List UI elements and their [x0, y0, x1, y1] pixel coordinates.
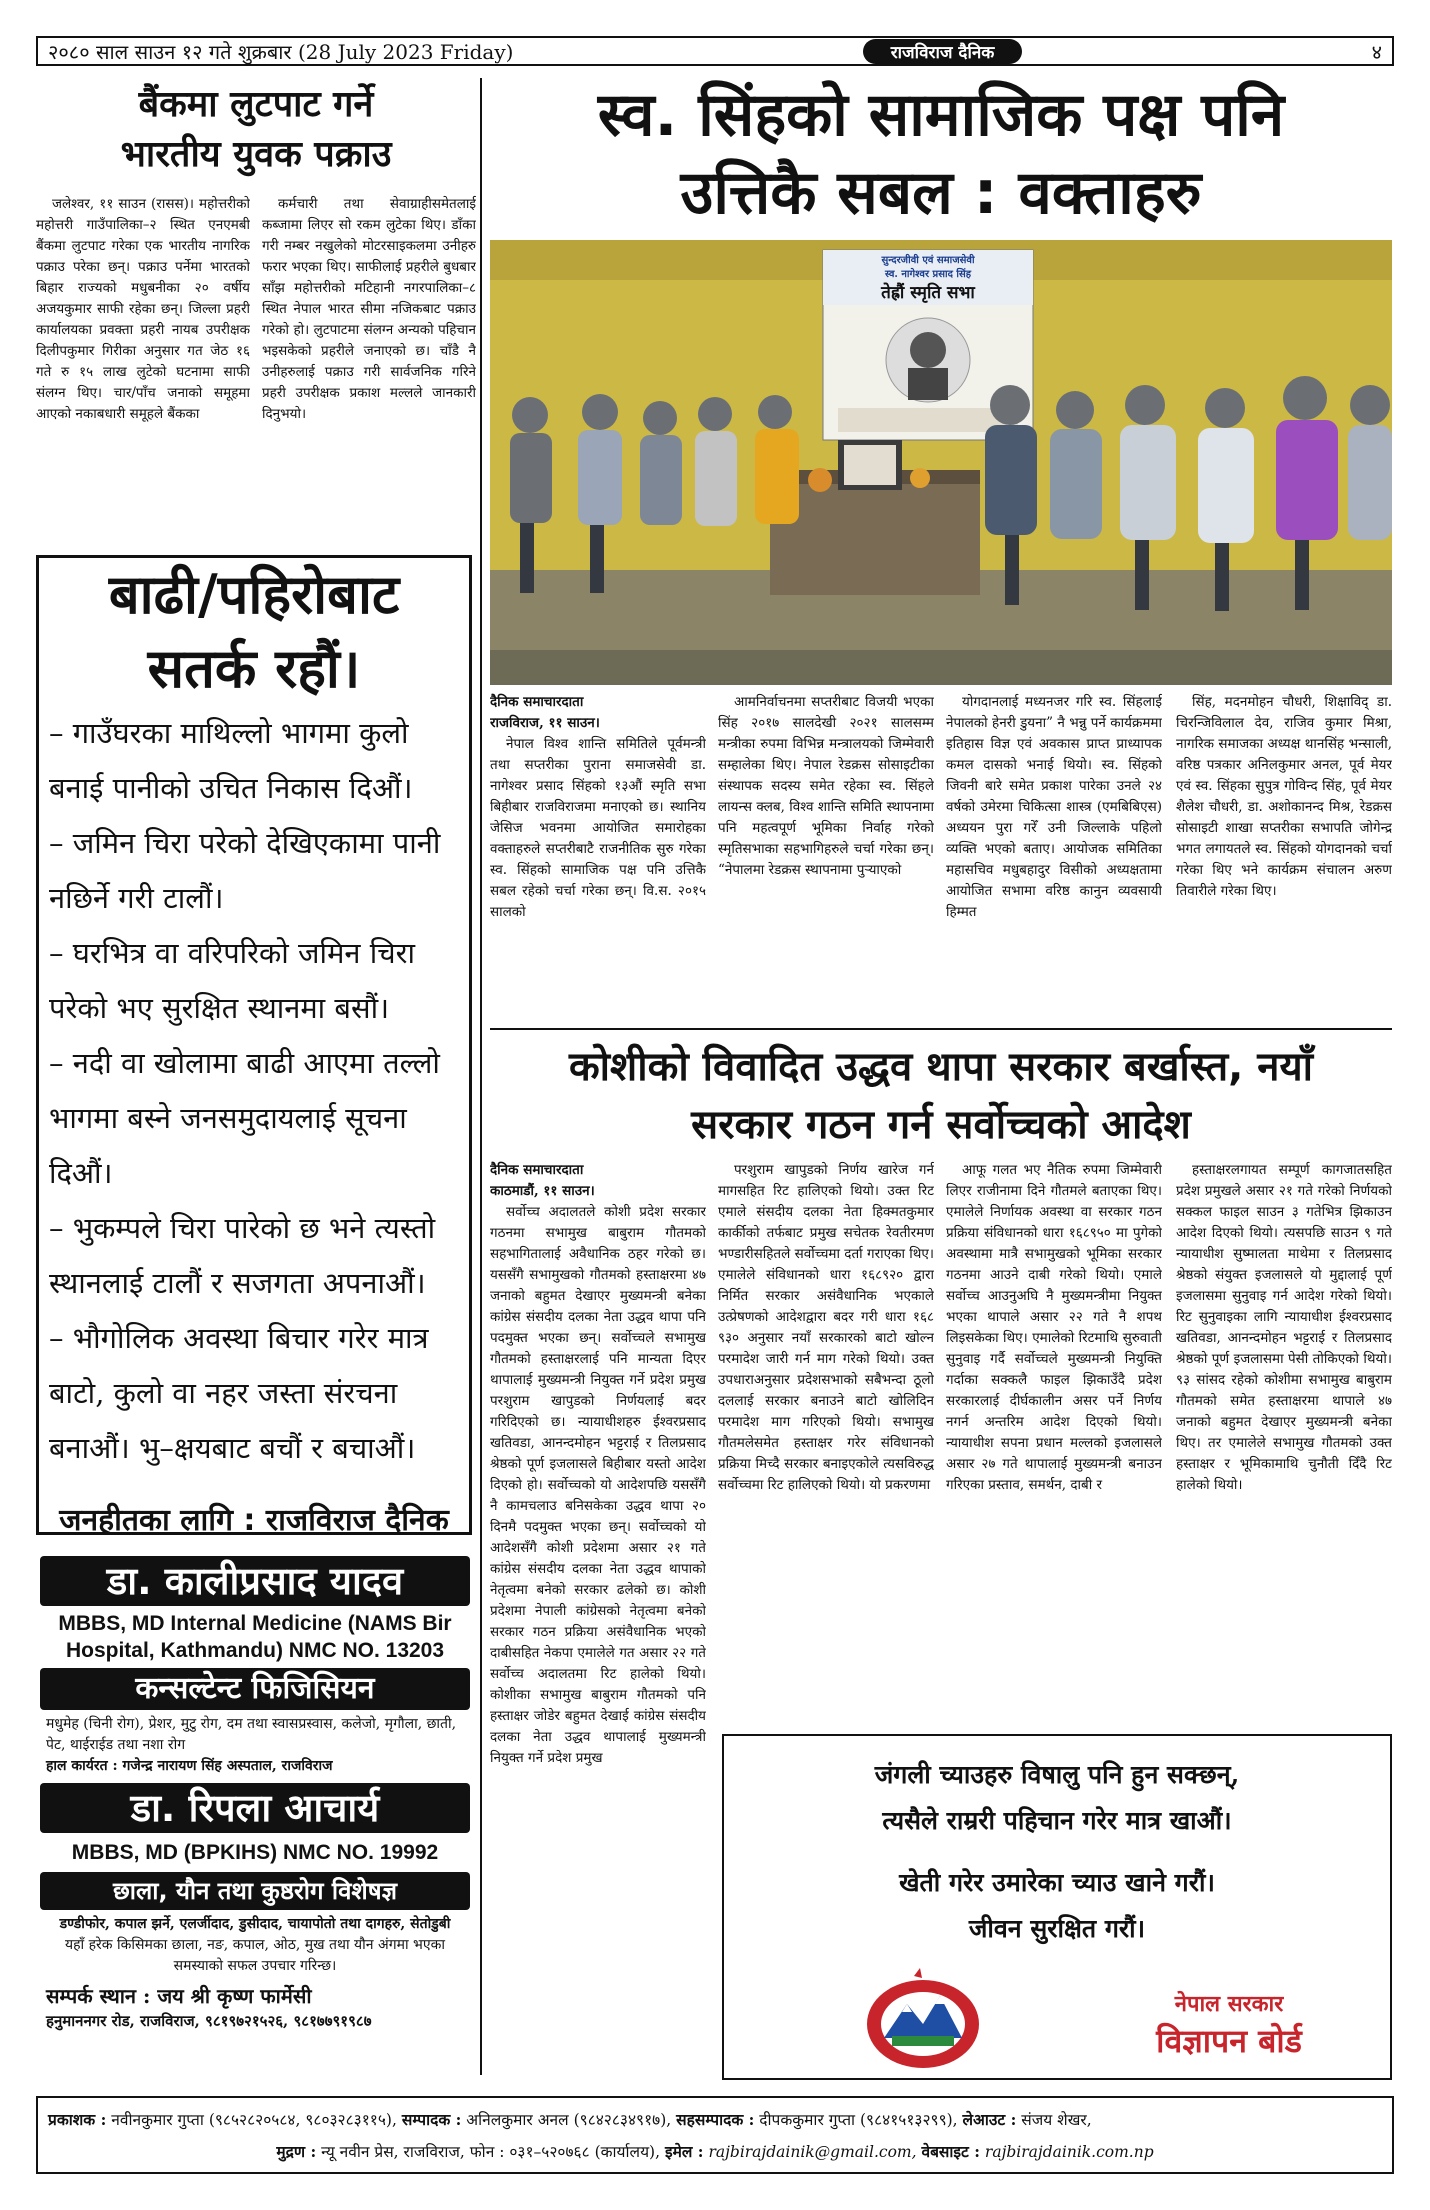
flood-item: – नदी वा खोलामा बाढी आएमा तल्लो भागमा बस्ने जनसमुदायलाई सूचना दिऔं।	[49, 1046, 440, 1190]
story3-byline: दैनिक समाचारदाता	[490, 1162, 584, 1178]
story2-col3-text: योगदानलाई मध्यनजर गरि स्व. सिंहलाई नेपालको हेनरी डुयना” नै भन्नु पर्ने कार्यक्रममा इतिहास विज्ञ एवं अवकास प्राप्त प्राध्यापक कमल दासको भनाई थियो। स्व. सिंहको जिवनी बारे समेत प्रकाश पारेका उनले २४ वर्षको उमेरमा चिकित्सा शास्त्र (एमबिबिएस) अध्ययन पुरा गरेँ उनी जिल्लाके पहिलो व्यक्ति भएको बताए। आयोजक समितिका महासचिव मधुबहादुर विसीको अध्यक्षतामा आयोजित सभामा वरिष्ठ कानुन व्यवसायी हिम्मत	[946, 694, 1162, 920]
notice-line3: खेती गरेर उमारेका च्याउ खाने गरौं।	[899, 1868, 1215, 1897]
doctor1-title: कन्सल्टेन्ट फिजिसियन	[40, 1668, 470, 1710]
imprint-line2	[48, 2136, 1382, 2168]
flood-item: – गाउँघरका माथिल्लो भागमा कुलो बनाई पानीको उचित निकास दिऔं।	[49, 716, 413, 805]
notice-line2: त्यसैले राम्ररी पहिचान गरेर मात्र खाऔं।	[882, 1806, 1232, 1835]
story3-dateline: काठमाडौं, ११ साउन।	[490, 1183, 595, 1199]
banner-line3: तेह्रौं स्मृति सभा	[881, 283, 975, 303]
printer: न्यू नवीन प्रेस, राजविराज, फोन : ०३१–५२०७६८ (कार्यालय),	[321, 2143, 661, 2161]
story2-headline-line1: स्व. सिंहको सामाजिक पक्ष पनि	[597, 80, 1285, 150]
print-label: मुद्रण :	[276, 2142, 317, 2161]
doctor1-current: हाल कार्यरत : गजेन्द्र नारायण सिंह अस्पताल, राजविराज	[46, 1758, 333, 1774]
story2-col3	[946, 692, 1162, 1022]
page-header	[36, 36, 1394, 66]
story-divider	[490, 1028, 1392, 1030]
contact-address: हनुमाननगर रोड, राजविराज, ९८१९७२१५२६, ९८१७७९१९८७	[46, 2012, 372, 2030]
flood-item: – भुकम्पले चिरा पारेको छ भने त्यस्तो स्थानलाई टालौं र सजगता अपनाऔं।	[49, 1211, 436, 1300]
memorial-banner	[823, 254, 1033, 304]
flood-item: – जमिन चिरा परेको देखिएकामा पानी नछिर्ने गरी टालौं।	[49, 826, 441, 915]
flood-item: – घरभित्र वा वरिपरिको जमिन चिरा परेको भए सुरक्षित स्थानमा बसौं।	[49, 936, 416, 1025]
nepal-emblem-icon	[862, 1968, 984, 2072]
editor: अनिलकुमार अनल (९८४२८३४९१७),	[466, 2111, 672, 2129]
coeditor: दीपककुमार गुप्ता (९८४१५१३२९९),	[759, 2111, 958, 2129]
flood-title-line2: सतर्क रहौं।	[147, 637, 361, 700]
story2-dateline: राजविराज, ११ साउन।	[490, 715, 600, 731]
story2-byline: दैनिक समाचारदाता	[490, 694, 584, 710]
story3-col4-text: हस्ताक्षरलगायत सम्पूर्ण कागजातसहित प्रदेश प्रमुखले असार २१ गते गरेको निर्णयको सक्कल फाइल साउन ३ गतेभित्र झिकाउन आदेश दिएको थियो। त्यसपछि साउन ९ गते न्यायाधीश सुष्मालता माथेमा र तिलप्रसाद श्रेष्ठको संयुक्त इजलासले यो मुद्दालाई पूर्ण इजलासमा सुनुवाइ गर्न आदेश गरेको थियो। रिट सुनुवाइका लागि न्यायाधीश ईश्वरप्रसाद खतिवडा, आनन्दमोहन भट्टराई र तिलप्रसाद श्रेष्ठको पूर्ण इजलासमा पेसी तोकिएको थियो। ९३ सांसद रहेको कोशीमा सभामुख बाबुराम गौतमको समेत हस्ताक्षरमा थापाले ४७ जनाको बहुमत देखाएर मुख्यमन्त्री बनेका थिए। तर एमालेले सभामुख गौतमको उक्त हस्ताक्षर र भूमिकामाथि चुनौती दिँदै रिट हालेको थियो।	[1176, 1162, 1392, 1493]
masthead: राजविराज दैनिक	[863, 39, 1023, 64]
coeditor-label: सहसम्पादक :	[676, 2110, 755, 2129]
doctor2-title: छाला, यौन तथा कुष्ठरोग विशेषज्ञ	[40, 1872, 470, 1910]
page-number: ४	[1371, 39, 1382, 64]
layout-credit: संजय शेखर,	[1021, 2111, 1092, 2129]
mushroom-notice	[722, 1734, 1392, 2080]
story3-col1-text: सर्वोच्च अदालतले कोशी प्रदेश सरकार गठनमा सभामुख बाबुराम गौतमको सहभागितालाई अवैधानिक ठहर गरेको छ। यससँगै सभामुखको गौतमको हस्ताक्षरमा ४७ जनाको बहुमत देखाएर मुख्यमन्त्री बनेका कांग्रेस संसदीय दलका नेता उद्धव थापा पनि पदमुक्त भएका छन्। सर्वोच्चले सभामुख गौतमको हस्ताक्षरलाई पनि मान्यता दिएर थापालाई मुख्यमन्त्री नियुक्त गर्ने प्रदेश प्रमुख परशुराम खापुडको निर्णयलाई बदर गरिदिएको छ। न्यायाधीशहरु ईश्वरप्रसाद खतिवडा, आनन्दमोहन भट्टराई र तिलप्रसाद श्रेष्ठको पूर्ण इजलासले बिहीबार यस्तो आदेश दिएको हो। सर्वोच्चको यो आदेशपछि यससँगै नै कामचलाउ बनिसकेका उद्धव थापा २० दिनमै पदमुक्त भएका छन्। सर्वोच्चको यो आदेशसँगै कोशी प्रदेशमा असार २१ गते कांग्रेस संसदीय दलका नेता उद्धव थापाको नेतृत्वमा बनेको सरकार ढलेको छ। कोशी प्रदेशमा नेपाली कांग्रेसको नेतृत्वमा बनेको सरकार गठन प्रक्रिया असंवैधानिक भएको दाबीसहित नेकपा एमालेले गत असार २२ गते सर्वोच्च अदालतमा रिट हालेको थियो। कोशीका सभामुख बाबुराम गौतमको पनि हस्ताक्षर जोडेर बहुमत देखाई कांग्रेस संसदीय दलका नेता उद्धव थापालाई मुख्यमन्त्री नियुक्त गर्ने प्रदेश प्रमुख	[490, 1204, 706, 1766]
story2-col1-text: नेपाल विश्व शान्ति समितिले पूर्वमन्त्री तथा सप्तरीका पुराना समाजसेवी डा. नागेश्वर प्रसाद सिंहको १३औं स्मृति सभा बिहीबार राजविराजमा मनाएको छ। स्थानिय जेसिज भवनमा आयोजित समारोहका वक्ताहरुले सप्तरीबाटै राजनीतिक सुरु गरेका स्व. सिंहको सामाजिक पक्ष पनि उत्तिकै सबल रहेको चर्चा गरेका छन्। वि.स. २०१५ सालको	[490, 736, 706, 920]
flood-list	[49, 706, 459, 1476]
story3-headline	[490, 1038, 1392, 1154]
story3-col3	[946, 1160, 1162, 1720]
website-label: वेबसाइट :	[921, 2142, 980, 2161]
editor-label: सम्पादक :	[401, 2110, 462, 2129]
doctor1-degree: MBBS, MD Internal Medicine (NAMS Bir Hospital, Kathmandu) NMC NO. 13203	[58, 1612, 452, 1662]
flood-item: – भौगोलिक अवस्था बिचार गरेर मात्र बाटो, कुलो वा नहर जस्ता संरचना बनाऔं। भु–क्षयबाट बचौं र बचाऔं।	[49, 1321, 429, 1465]
story3-col3-text: आफू गलत भए नैतिक रुपमा जिम्मेवारी लिएर राजीनामा दिने गौतमले बताएका थिए। एमालेले निर्णायक अवस्था वा सरकार गठन प्रक्रिया संविधानको धारा १६८९५० मा पुगेको अवस्थामा मात्रै सभामुखको भूमिका सरकार गठनमा आउने दाबी गरेको थियो। एमाले सर्वोच्च आउनुअघि नै मुख्यमन्त्रीमा नियुक्त भएका थापाले असार २२ गते नै शपथ लिइसकेका थिए। एमालेको रिटमाथि सुरुवाती सुनुवाइ गर्दै सर्वोच्चले मुख्यमन्त्री नियुक्ति गर्दाका सक्कलै फाइल झिकाउँदै प्रदेश सरकारलाई दीर्घकालीन असर पर्ने निर्णय नगर्न अन्तरिम आदेश दिएको थियो। न्यायाधीश सपना प्रधान मल्लको इजलासले असार २७ गते थापालाई मुख्यमन्त्री बनाउन गरिएका प्रस्ताव, समर्थन, दाबी र	[946, 1162, 1162, 1493]
flood-footer: जनहीतका लागि : राजविराज दैनिक	[59, 1503, 449, 1538]
story3-col2	[718, 1160, 934, 1720]
banner-line2: स्व. नागेश्वर प्रसाद सिंह	[884, 269, 972, 280]
column-rule	[480, 78, 482, 2075]
doctor2-services: डण्डीफोर, कपाल झर्ने, एलर्जीदाद, डुसीदाद, चायापोतो तथा दागहरु, सेतोडुबी	[59, 1916, 451, 1932]
story3-headline-line2: सरकार गठन गर्न सर्वोच्चको आदेश	[691, 1102, 1191, 1148]
memorial-photo	[490, 240, 1392, 685]
memorial-photo-illustration	[490, 240, 1392, 685]
story1-headline-line1: बैंकमा लुटपाट गर्ने	[138, 84, 374, 125]
date-english: (28 July 2023 Friday)	[297, 39, 514, 64]
story2-col2-text: आमनिर्वाचनमा सप्तरीबाट विजयी भएका सिंह २०१७ सालदेखी २०२१ सालसम्म मन्त्रीका रुपमा विभिन्न मन्त्रालयको जिम्मेवारी सम्हालेका थिए। नेपाल रेडक्रस सोसाइटीका संस्थापक सदस्य समेत रहेका स्व. सिंहले लायन्स क्लब, विश्व शान्ति समिति स्थापनामा पनि महत्वपूर्ण भूमिका निर्वाह गरेको स्मृतिसभाका सहभागिहरुले चर्चा गरेका छन्। “नेपालमा रेडक्रस स्थापनामा पुऱ्याएको	[718, 694, 934, 878]
date-nepali: २०८० साल साउन १२ गते शुक्रबार	[48, 39, 292, 64]
notice-line1: जंगली च्याउहरु विषालु पनि हुन सक्छन्,	[874, 1760, 1240, 1789]
sponsor-line1: नेपाल सरकार	[1174, 1992, 1284, 2017]
flood-title-line1: बाढी/पहिरोबाट	[108, 563, 400, 626]
publisher-label: प्रकाशक :	[48, 2110, 107, 2129]
doctor2-name: डा. रिपला आचार्य	[40, 1783, 470, 1833]
flood-awareness-box	[36, 555, 472, 1538]
website-link[interactable]: rajbirajdainik.com.np	[984, 2143, 1154, 2161]
notice-sponsor	[1104, 1990, 1354, 2062]
contact-place: सम्पर्क स्थान : जय श्री कृष्ण फार्मेसी	[46, 1984, 312, 2008]
story2-col4	[1176, 692, 1392, 1022]
banner-line1: सुन्दरजीवी एवं समाजसेवी	[881, 255, 975, 266]
notice-line4: जीवन सुरक्षित गरौं।	[968, 1914, 1146, 1943]
story1-col1-text: जलेश्वर, ११ साउन (रासस)। महोत्तरीको महोत्तरी गाउँपालिका–२ स्थित एनएमबी बैंकमा लुटपाट गरेका एक भारतीय नागरिक पक्राउ परेका छन्। पक्राउ पर्नेमा भारतको बिहार राज्यको मधुबनीका २० वर्षीय अजयकुमार साफी रहेका छन्। जिल्ला प्रहरी कार्यालयका प्रवक्ता प्रहरी नायब उपरीक्षक दिलीपकुमार गिरीका अनुसार गत जेठ १६ गते रु १५ लाख लुटेको घटनामा साफी संलग्न थिए। चार/पाँच जनाको समूहमा आएको नकाबधारी समूहले बैंकका	[36, 196, 250, 422]
story2-col1	[490, 692, 706, 1022]
story1-col1	[36, 194, 250, 544]
story1-col2	[262, 194, 476, 544]
story1-col2-text: कर्मचारी तथा सेवाग्राहीसमेतलाई कब्जामा लिएर सो रकम लुटेका थिए। डाँका गरी नम्बर नखुलेको मोटरसाइकलमा उनीहरु फरार भएका थिए। साफीलाई प्रहरीले बुधबार साँझ महोत्तरीको मटिहानी नगरपालिका–८ स्थित नेपाल भारत सीमा नजिकबाट पक्राउ गरेको हो। लुटपाटमा संलग्न अन्यको पहिचान भइसकेको प्रहरीले जनाएको छ। चाँडै नै उनीहरुलाई पक्राउ गरी सार्वजनिक गरिने प्रहरी उपरीक्षक प्रकाश मल्लले जानकारी दिनुभयो।	[262, 196, 476, 422]
story2-headline	[490, 76, 1392, 232]
doctor2-degree: MBBS, MD (BPKIHS) NMC NO. 19992	[71, 1841, 439, 1864]
imprint-line1	[48, 2104, 1382, 2136]
story2-col4-text: सिंह, मदनमोहन चौधरी, शिक्षाविद् डा. चिरन्जिविलाल देव, राजिव कुमार मिश्रा, नागरिक समाजका अध्यक्ष थानसिंह भन्साली, वरिष्ठ पत्रकार अनिलकुमार अनल, पूर्व मेयर एवं स्व. सिंहका सुपुत्र गोविन्द सिंह, पूर्व मेयर शैलेश चौधरी, डा. अशोकानन्द मिश्र, रेडक्रस सोसाइटी शाखा सप्तरीका सभापति जोगेन्द्र भगत लगायतले स्व. सिंहको योगदानको चर्चा गरेका थिए भने कार्यक्रम संचालन अरुण तिवारीले गरेका थिए।	[1176, 694, 1392, 899]
story3-col2-text: परशुराम खापुडको निर्णय खारेज गर्न मागसहित रिट हालिएको थियो। उक्त रिट एमाले संसदीय दलका नेता हिक्मतकुमार कार्कीको तर्फबाट प्रमुख सचेतक रेवतीरमण भण्डारीसहितले सर्वोच्चमा दर्ता गराएका थिए। एमालेले संविधानको धारा १६८९२० द्वारा निर्मित सरकार असंवैधानिक भएकाले उत्प्रेषणको आदेशद्वारा बदर गरी धारा १६८ ९३० अनुसार नयाँ सरकारको बाटो खोल्न परमादेश जारी गर्न माग गरेको थियो। उक्त उपधाराअनुसार प्रदेशसभाको सबैभन्दा ठूलो दललाई सरकार बनाउने बाटो खोलिदिन परमादेश माग गरिएको थियो। सभामुख गौतमलेसमेत हस्ताक्षर गरेर संविधानको प्रक्रिया मिच्दै सरकार बनाइएकोले त्यसविरुद्ध सर्वोच्चमा रिट हालिएको थियो। यो प्रकरणमा	[718, 1162, 934, 1493]
doctor2-services-note: यहाँ हरेक किसिमका छाला, नङ, कपाल, ओठ, मुख तथा यौन अंगमा भएका समस्याको सफल उपचार गरिन्छ।	[64, 1937, 446, 1974]
story1-headline	[36, 80, 476, 180]
doctor1-name: डा. कालीप्रसाद यादव	[40, 1556, 470, 1606]
story1-headline-line2: भारतीय युवक पक्राउ	[120, 134, 392, 175]
email-link[interactable]: rajbirajdainik@gmail.com,	[708, 2143, 917, 2161]
layout-label: लेआउट :	[962, 2110, 1017, 2129]
story3-col4	[1176, 1160, 1392, 1720]
story3-headline-line1: कोशीको विवादित उद्धव थापा सरकार बर्खास्त, नयाँ	[568, 1044, 1314, 1090]
story2-headline-line2: उत्तिकै सबल : वक्ताहरु	[680, 158, 1202, 228]
story3-col1	[490, 1160, 706, 2080]
email-label: इमेल :	[664, 2142, 704, 2161]
publisher: नवीनकुमार गुप्ता (९८५२८२०५८४, ९८०३२८३११५),	[111, 2111, 397, 2129]
flood-title	[49, 558, 459, 706]
story2-col2	[718, 692, 934, 1022]
date-line	[48, 38, 513, 65]
sponsor-line2: विज्ञापन बोर्ड	[1156, 2022, 1302, 2060]
imprint-footer	[36, 2096, 1394, 2174]
doctor1-services: मधुमेह (चिनी रोग), प्रेशर, मुटु रोग, दम तथा स्वासप्रस्वास, कलेजो, मृगौला, छाती, पेट, थाईराईड तथा नशा रोग	[46, 1716, 457, 1753]
doctor-advertisement	[40, 1556, 470, 2076]
